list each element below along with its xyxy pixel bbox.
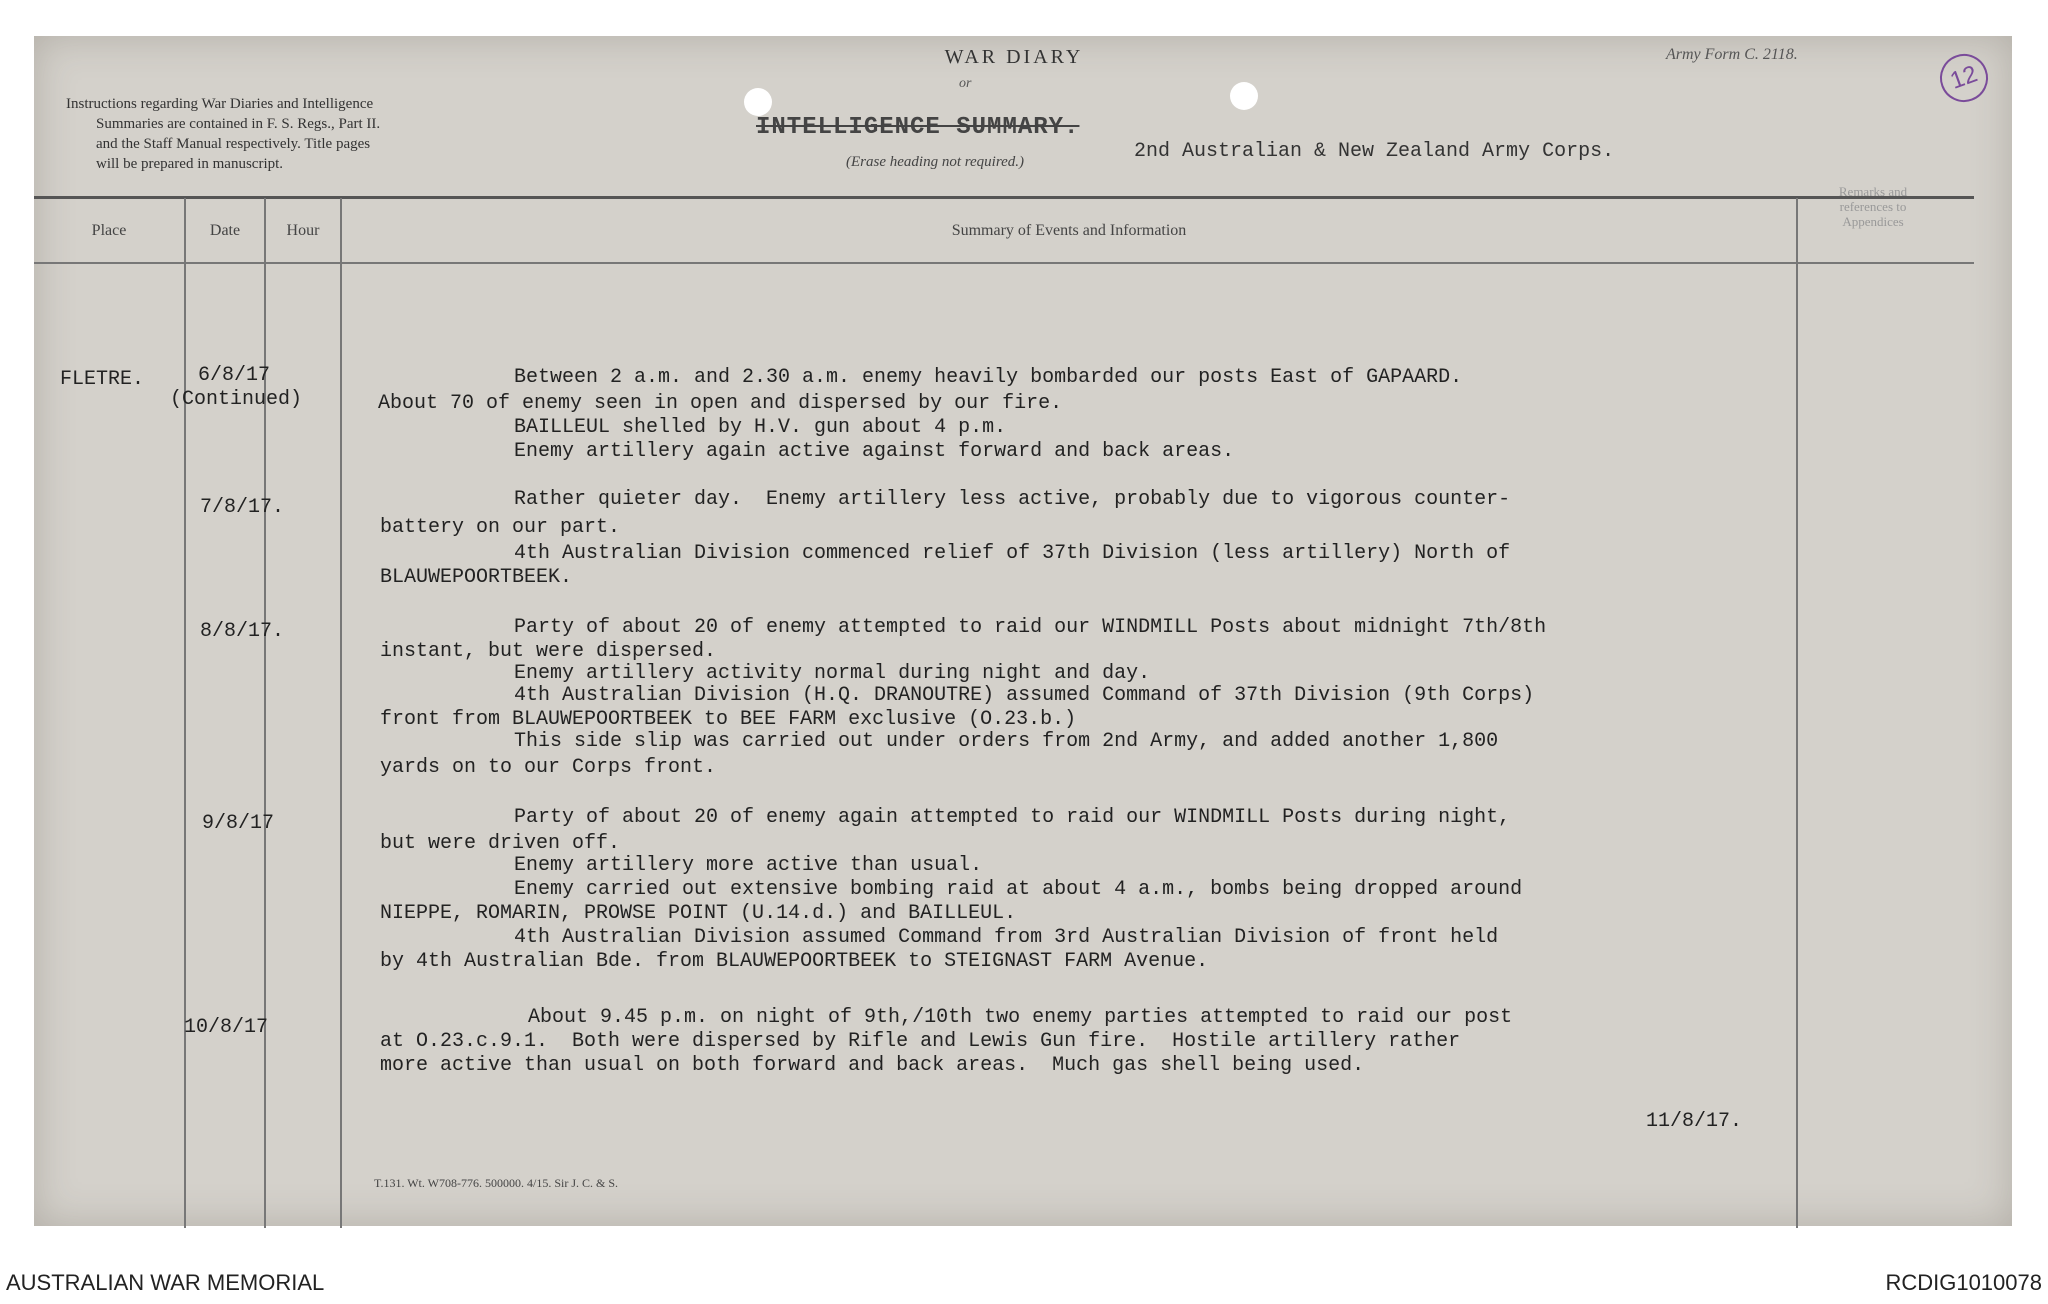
title-or: or bbox=[959, 76, 972, 91]
column-header-hour: Hour bbox=[286, 222, 320, 239]
entry-line: at O.23.c.9.1. Both were dispersed by Rifle and Lewis Gun fire. Hostile artillery rather bbox=[380, 1030, 1461, 1053]
entry-date: 10/8/17 bbox=[184, 1016, 269, 1039]
entry-line: Between 2 a.m. and 2.30 a.m. enemy heavily bombarded our posts East of GAPAARD. bbox=[514, 366, 1463, 389]
entry-line: About 70 of enemy seen in open and dispersed by our fire. bbox=[378, 392, 1063, 415]
unit-name: 2nd Australian & New Zealand Army Corps. bbox=[1134, 140, 1615, 163]
instructions-line: will be prepared in manuscript. bbox=[96, 156, 284, 172]
entry-line: Rather quieter day. Enemy artillery less active, probably due to vigorous counter- bbox=[514, 488, 1511, 511]
entry-line: About 9.45 p.m. on night of 9th,/10th two enemy parties attempted to raid our post bbox=[528, 1006, 1513, 1029]
entry-line: more active than usual on both forward and back areas. Much gas shell being used. bbox=[380, 1054, 1365, 1077]
entry-line: Enemy artillery activity normal during night and day. bbox=[514, 662, 1151, 685]
column-header-remarks: Remarks and references to Appendices bbox=[1838, 184, 1908, 229]
entry-line: 4th Australian Division assumed Command from 3rd Australian Division of front held bbox=[514, 926, 1499, 949]
entry-line: by 4th Australian Bde. from BLAUWEPOORTBEEK to STEIGNAST FARM Avenue. bbox=[380, 950, 1209, 973]
entry-line: instant, but were dispersed. bbox=[380, 640, 717, 663]
header-rule bbox=[34, 196, 1974, 199]
column-divider-place bbox=[184, 198, 186, 1228]
army-form-number: Army Form C. 2118. bbox=[1666, 46, 1798, 63]
column-divider-hour bbox=[340, 198, 342, 1228]
entry-line: Enemy carried out extensive bombing raid at about 4 a.m., bombs being dropped around bbox=[514, 878, 1523, 901]
entry-line: 4th Australian Division (H.Q. DRANOUTRE) assumed Command of 37th Division (9th Corps) bbox=[514, 684, 1535, 707]
column-header-rule bbox=[34, 262, 1974, 264]
column-divider-summary bbox=[1796, 198, 1798, 1228]
entry-line: BLAUWEPOORTBEEK. bbox=[380, 566, 573, 589]
entry-date: 6/8/17 bbox=[198, 364, 271, 387]
entry-line: BAILLEUL shelled by H.V. gun about 4 p.m. bbox=[514, 416, 1007, 439]
entry-line: Party of about 20 of enemy again attempted to raid our WINDMILL Posts during night, bbox=[514, 806, 1511, 829]
entry-line: Party of about 20 of enemy attempted to raid our WINDMILL Posts about midnight 7th/8th bbox=[514, 616, 1547, 639]
entry-date: 8/8/17. bbox=[200, 620, 285, 643]
entry-line: battery on our part. bbox=[380, 516, 621, 539]
column-header-summary: Summary of Events and Information bbox=[951, 222, 1187, 239]
column-divider-date bbox=[264, 198, 266, 1228]
entry-date-note: (Continued) bbox=[170, 388, 303, 411]
entry-signoff-date: 11/8/17. bbox=[1646, 1110, 1743, 1133]
column-header-date: Date bbox=[209, 222, 241, 239]
intelligence-summary-struck: INTELLIGENCE SUMMARY. bbox=[756, 114, 1080, 141]
erase-note: (Erase heading not required.) bbox=[846, 154, 1025, 170]
entry-line: Enemy artillery again active against forward and back areas. bbox=[514, 440, 1235, 463]
instructions-line: Summaries are contained in F. S. Regs., Part II. bbox=[96, 116, 381, 132]
instructions-line: and the Staff Manual respectively. Title pages bbox=[96, 136, 371, 152]
entry-date: 7/8/17. bbox=[200, 496, 285, 519]
punch-hole-left bbox=[744, 88, 772, 116]
entry-line: This side slip was carried out under orders from 2nd Army, and added another 1,800 bbox=[514, 730, 1499, 753]
diary-sheet bbox=[34, 36, 2012, 1226]
entry-line: front from BLAUWEPOORTBEEK to BEE FARM exclusive (O.23.b.) bbox=[380, 708, 1077, 731]
punch-hole-right bbox=[1230, 82, 1258, 110]
footer-archive-name: AUSTRALIAN WAR MEMORIAL bbox=[6, 1270, 325, 1295]
column-header-place: Place bbox=[91, 222, 127, 239]
instructions-block bbox=[66, 94, 596, 174]
entry-date: 9/8/17 bbox=[202, 812, 275, 835]
entry-line: yards on to our Corps front. bbox=[380, 756, 717, 779]
entry-line: NIEPPE, ROMARIN, PROWSE POINT (U.14.d.) and BAILLEUL. bbox=[380, 902, 1017, 925]
instructions-line: Instructions regarding War Diaries and Intelligence bbox=[66, 96, 374, 112]
entry-line: Enemy artillery more active than usual. bbox=[514, 854, 983, 877]
entry-line: but were driven off. bbox=[380, 832, 621, 855]
printer-imprint: T.131. Wt. W708-776. 500000. 4/15. Sir J. C. & S. bbox=[374, 1176, 619, 1190]
entry-line: 4th Australian Division commenced relief of 37th Division (less artillery) North of bbox=[514, 542, 1511, 565]
page-number-stamp: 12 bbox=[1933, 47, 1995, 109]
diary-title: WAR DIARY bbox=[944, 46, 1084, 68]
footer-record-id: RCDIG1010078 bbox=[1885, 1270, 2042, 1295]
place-entry: FLETRE. bbox=[60, 368, 145, 391]
